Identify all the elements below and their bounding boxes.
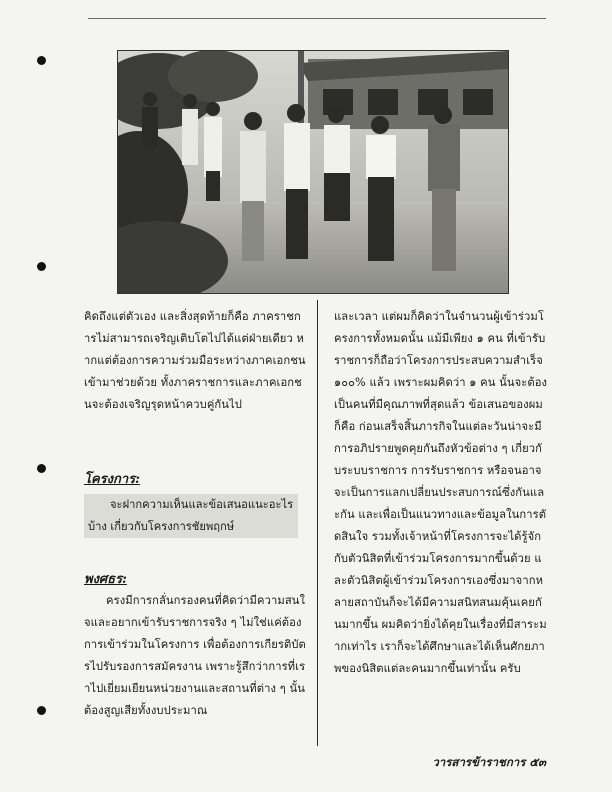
comment-heading: พงศธร: [84, 572, 127, 587]
binder-hole-mark [37, 262, 46, 271]
binder-hole-mark [37, 56, 46, 65]
project-heading: โครงการ: [84, 472, 140, 487]
group-walking-photo [117, 50, 509, 294]
comment-column [84, 590, 306, 722]
left-intro-paragraph: คิดถึงแต่ตัวเอง และสิ่งสุดท้ายก็คือ ภาคราชการไม่สามารถเจริญเติบโตไปได้แต่ฝ่ายเดียว หากแต่ต้องการความร่วมมือระหว่างภาคเอกชนเข้ามาช่วยด้วย ทั้งภาคราชการและภาคเอกชนจะต้องเจริญรุดหน้าควบคู่กันไป [84, 310, 306, 411]
project-heading-block [84, 468, 306, 489]
left-column [84, 306, 306, 416]
project-question-text: จะฝากความเห็นและข้อเสนอแนะอะไรบ้าง เกี่ยวกับโครงการชัยพฤกษ์ [88, 498, 294, 533]
right-paragraph: และเวลา แต่ผมก็คิดว่าในจำนวนผู้เข้าร่วมโครงการทั้งหมดนั้น แม้มีเพียง ๑ คน ที่เข้ารับราชการก็ถือว่าโครงการประสบความสำเร็จ ๑๐๐% แล้ว เพราะผมคิดว่า ๑ คน นั้นจะต้องเป็นคนที่มีคุณภาพที่สุดแล้ว ข้อเสนอของผมก็คือ ก่อนเสร็จสิ้นภารกิจในแต่ละวันน่าจะมีการอภิปรายพูดคุยกันถึงหัวข้อต่าง ๆ เกี่ยวกับระบบราชการ การรับราชการ หรือจนอาจจะเป็นการแลกเปลี่ยนประสบการณ์ซึ่งกันและกัน และเพื่อเป็นแนวทางและข้อมูลในการตัดสินใจ รวมทั้งเจ้าหน้าที่โครงการจะได้รู้จักกับตัวนิสิตที่เข้าร่วมโครงการมากขึ้นด้วย และตัวนิสิตผู้เข้าร่วมโครงการเองซึ่งมาจากหลายสถาบันก็จะได้มีความสนิทสนมคุ้นเคยกันมากขึ้น ผมคิดว่ายิ่งได้คุยในเรื่องที่มีสาระมากเท่าไร เราก็จะได้ศึกษาและได้เห็นศักยภาพของนิสิตแต่ละคนมากขึ้นเท่านั้น ครับ [334, 310, 548, 675]
binder-hole-mark [37, 706, 46, 715]
binder-hole-mark [37, 464, 46, 473]
footer-page-label: วารสารข้าราชการ ๕๓ [432, 755, 546, 769]
column-divider [317, 300, 318, 746]
project-question-box [84, 494, 298, 538]
top-rule [88, 18, 546, 19]
comment-heading-block [84, 568, 306, 589]
right-column [334, 306, 548, 680]
comment-paragraph: ครงมีการกลั่นกรองคนที่คิดว่ามีความสนใจและอยากเข้ารับราชการจริง ๆ ไม่ใช่แค่ต้องการเข้าร่วมในโครงการ เพื่อต้องการเกียรติบัตรไปรับรองการสมัครงาน เพราะรู้สึกว่าการที่เราไปเยี่ยมเยียนหน่วยงานและสถานที่ต่าง ๆ นั้น ต้องสูญเสียทั้งงบประมาณ [84, 594, 306, 717]
